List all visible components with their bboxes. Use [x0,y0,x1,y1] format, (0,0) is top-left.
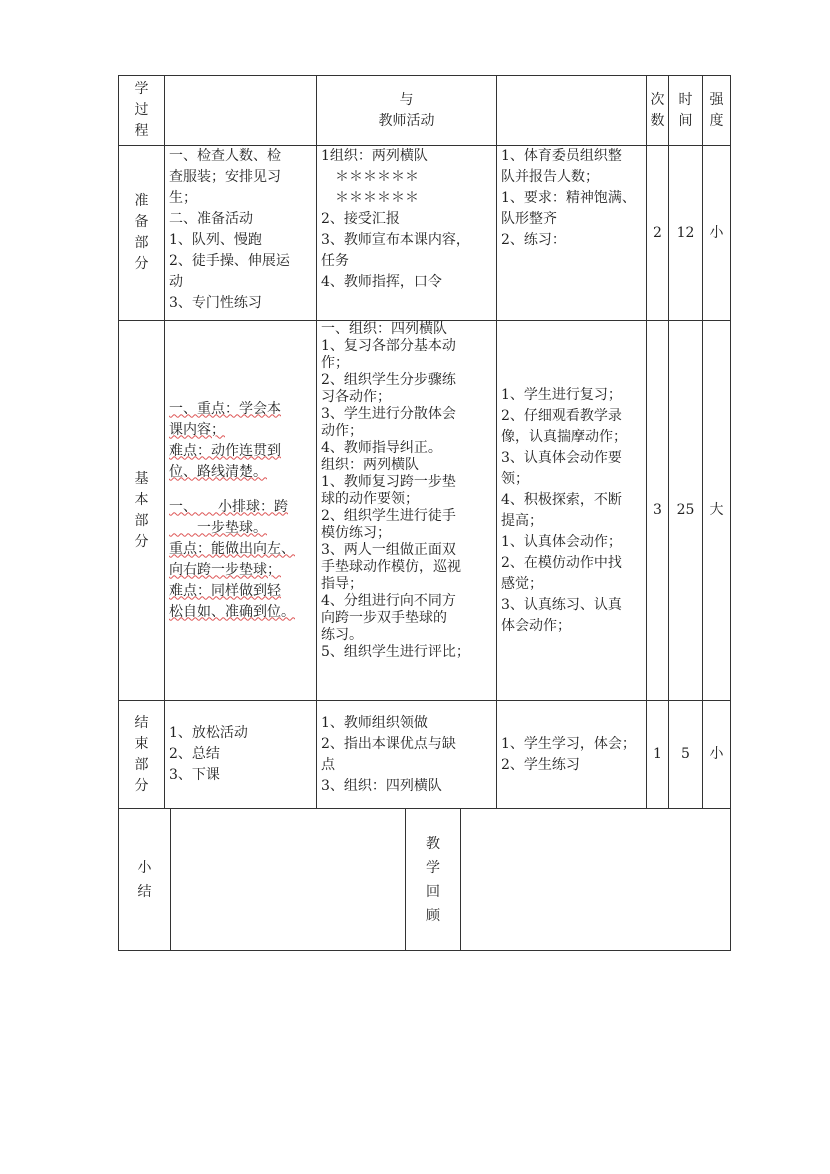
content-cell [165,701,317,809]
text-line: 位、路线清楚。 [169,463,267,480]
text-line: 领； [501,470,529,487]
text-line: 习各动作； [321,389,391,405]
text-line: 数 [650,112,665,129]
summary-table [118,808,731,951]
text-line: 任务 [321,253,349,269]
text-line: 难点：同样做到轻 [169,582,281,599]
text-line: 度 [709,112,724,129]
text-line: 束 [134,735,149,752]
text-line: 3、两人一组做正面双 [321,542,456,558]
header-teacher-activity [317,76,497,146]
text-line: 本 [134,491,149,508]
text-line: 球的动作要领； [321,491,419,507]
text-line: 5、组织学生进行评比； [321,644,470,660]
text-line: 部 [134,235,149,251]
text-line: 教 [426,835,440,852]
text-line: 间 [678,112,693,129]
times-cell: 2 [647,146,669,321]
teacher-cell [317,321,497,701]
text-line: 动 [169,274,183,290]
text-line: 1、放松活动 [169,725,248,741]
text-line: 2、组织学生进行徒手 [321,508,456,524]
summary-label [119,809,171,951]
text-line: 3、学生进行分散体会 [321,406,456,422]
text-line: 重点：能做出向左、 [169,540,295,557]
student-cell [497,146,647,321]
text-line: 过 [134,102,149,118]
text-line: 学 [134,81,149,97]
text-line: 部 [134,756,149,773]
text-line: 2、练习： [501,232,566,248]
times-cell: 1 [647,701,669,809]
header-intensity [703,76,731,146]
text-line: 1、认真体会动作； [501,533,622,550]
text-line: 一、重点：学会本 [169,400,281,417]
intensity-cell: 大 [703,321,731,701]
text-line: 2、接受汇报 [321,211,400,227]
text-line: 基 [134,470,149,487]
text-line: 时 [678,91,693,108]
text-line: 4、教师指导纠正。 [321,440,442,456]
table-row-preparation [119,146,731,321]
text-line: 松自如、准确到位。 [169,603,295,620]
duration-cell: 25 [669,321,703,701]
text-line: 一、 小排球：跨 [169,498,288,515]
text-line: 与 [399,91,414,108]
text-line: 教师活动 [378,112,435,129]
text-line: 提高； [501,512,543,529]
text-line: 体会动作； [501,617,571,634]
text-line: 4、积极探索，不断 [501,491,622,508]
text-line: 结 [134,714,149,731]
text-line: 1组织：两列横队 [321,148,428,164]
text-line: 像，认真揣摩动作； [501,428,627,445]
times-cell: 3 [647,321,669,701]
summary-content [171,809,406,951]
text-line: 2、指出本课优点与缺 [321,735,456,752]
section-label [119,146,165,321]
text-line: 指导； [321,576,363,592]
text-line: 组织：两列横队 [321,457,419,473]
text-line: ＊＊＊＊＊＊ [321,190,419,206]
text-line: 二、准备活动 [169,211,253,227]
text-line: 队形整齐 [501,211,557,227]
text-line: 1、复习各部分基本动 [321,338,456,354]
text-line: 1、队列、慢跑 [169,232,262,248]
student-cell [497,701,647,809]
text-line: 1、体育委员组织整 [501,148,622,164]
header-row [119,76,731,146]
section-label [119,701,165,809]
text-line: 作； [321,355,349,371]
header-content [165,76,317,146]
text-line: 2、总结 [169,746,220,762]
teacher-cell [317,701,497,809]
text-line: ＊＊＊＊＊＊ [321,169,419,185]
text-line: 备 [134,214,149,230]
teacher-cell [317,146,497,321]
text-line: 感觉； [501,575,543,592]
header-times [647,76,669,146]
text-line: 准 [134,193,149,209]
text-line: 模仿练习； [321,525,391,541]
text-line: 3、下课 [169,767,220,783]
text-line: 回 [426,883,440,900]
intensity-cell: 小 [703,146,731,321]
text-line: 查服装；安排见习 [169,169,281,185]
text-line: 生； [169,190,197,206]
text-line: 分 [134,777,149,794]
text-line: 队并报告人数； [501,169,599,185]
text-line: 4、分组进行向不同方 [321,593,456,609]
text-line: 顾 [426,907,440,924]
text-line: 分 [134,256,149,272]
text-line: 2、组织学生分步骤练 [321,372,456,388]
text-line: 1、要求：精神饱满、 [501,190,636,206]
text-line: 分 [134,533,149,550]
text-line [169,483,312,497]
text-line: 难点：动作连贯到 [169,442,281,459]
text-line: 1、学生学习，体会； [501,735,636,752]
header-student-activity [497,76,647,146]
student-cell [497,321,647,701]
text-line: 4、教师指挥，口令 [321,274,442,290]
table-row-ending [119,701,731,809]
text-line: 2、在模仿动作中找 [501,554,622,571]
text-line: 结 [137,883,152,900]
text-line: 学 [426,859,440,876]
text-line: 次 [650,91,665,108]
text-line: 课内容； [169,421,225,438]
review-content [461,809,731,951]
text-line: 一、组织：四列横队 [321,321,447,337]
lesson-plan-table [118,75,731,809]
text-line: 向跨一步双手垫球的 [321,610,447,626]
section-label [119,321,165,701]
text-line: 3、组织：四列横队 [321,777,442,794]
duration-cell: 5 [669,701,703,809]
text-line: 3、认真练习、认真 [501,596,622,613]
text-line: 2、徒手操、伸展运 [169,253,290,269]
text-line: 2、仔细观看教学录 [501,407,622,424]
header-duration [669,76,703,146]
text-line: 一步垫球。 [169,519,267,536]
content-cell [165,321,317,701]
text-line: 强 [709,91,724,108]
table-row-main [119,321,731,701]
text-line: 部 [134,512,149,529]
duration-cell: 12 [669,146,703,321]
text-line: 练习。 [321,627,363,643]
text-line: 2、学生练习 [501,756,580,773]
text-line: 小 [137,859,152,876]
text-line: 程 [134,123,149,139]
content-cell [165,146,317,321]
text-line: 1、教师组织领做 [321,714,428,731]
text-line: 点 [321,756,335,773]
text-line: 向右跨一步垫球； [169,561,281,578]
intensity-cell: 小 [703,701,731,809]
text-line: 一、检查人数、检 [169,148,281,164]
text-line: 手垫球动作模仿，巡视 [321,559,461,575]
text-line: 3、认真体会动作要 [501,449,622,466]
text-line: 1、学生进行复习； [501,386,622,403]
text-line: 3、教师宣布本课内容， [321,232,470,248]
text-line: 3、专门性练习 [169,295,262,311]
header-process [119,76,165,146]
review-label [406,809,461,951]
text-line: 1、教师复习跨一步垫 [321,474,456,490]
text-line: 动作； [321,423,363,439]
